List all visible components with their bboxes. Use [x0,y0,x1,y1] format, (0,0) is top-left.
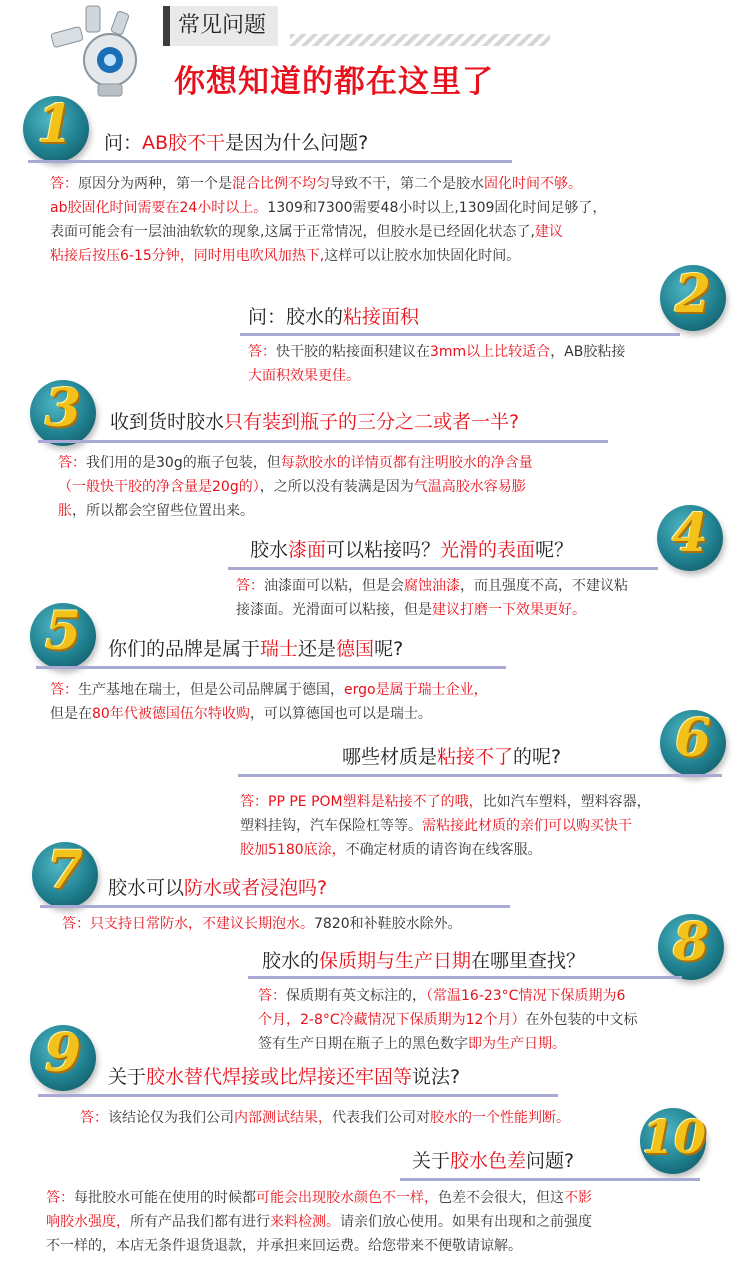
number-badge-9-label: 9 [44,1023,82,1084]
question-underline [228,567,658,570]
page-title: 常见问题 [163,6,278,46]
faq-question-7: 胶水可以防水或者浸泡吗? [108,877,328,899]
faq-question-3: 收到货时胶水只有装到瓶子的三分之二或者一半? [110,411,520,433]
faq-answer-1: 答：原因分为两种，第一个是混合比例不均匀导致不干，第二个是胶水固化时间不够。 ab胶固化时间需要在24小时以上。1309和7300需要48小时以上,1309固化时间足够了， 表面可能会有一层油油软软的现象,这属于正常情况，但胶水是已经固化状态了,建议 粘接后按压6-15分钟，同时用电吹风加热下,这样可以让胶水加快固化时间。 [50,176,607,264]
faq-answer-9: 答：该结论仅为我们公司内部测试结果，代表我们公司对胶水的一个性能判断。 [80,1110,570,1126]
faq-answer-8: 答：保质期有英文标注的，（常温16-23°C情况下保质期为6 个月，2-8°C冷藏情况下保质期为12个月）在外包装的中文标 签有生产日期在瓶子上的黑色数字即为生产日期。 [258,988,638,1052]
number-badge-6-label: 6 [674,708,712,769]
number-badge-2-label: 2 [674,264,712,325]
number-badge-4-label: 4 [671,503,709,564]
question-underline [38,440,608,443]
faq-question-4: 胶水漆面可以粘接吗？光滑的表面呢？ [250,539,574,561]
faq-question-10: 关于胶水色差问题? [412,1150,575,1172]
question-underline [240,333,680,336]
question-underline [28,160,512,163]
faq-question-1: 问：AB胶不干是因为什么问题? [104,132,369,154]
question-underline [40,905,510,908]
faq-question-8: 胶水的保质期与生产日期在哪里查找？ [262,950,586,972]
question-underline [38,1094,558,1097]
number-badge-1-label: 1 [36,94,74,155]
faq-answer-7: 答：只支持日常防水，不建议长期泡水。7820和补鞋胶水除外。 [62,916,462,932]
title-decoration [290,34,550,46]
number-badge-8-label: 8 [672,912,710,973]
number-badge-3-label: 3 [44,378,82,439]
faq-question-6: 哪些材质是粘接不了的呢? [342,746,562,768]
faq-question-9: 关于胶水替代焊接或比焊接还牢固等说法? [108,1066,461,1088]
question-underline [248,976,682,979]
question-underline [400,1178,700,1181]
question-underline [36,666,506,669]
question-underline [238,774,722,777]
faq-answer-10: 答：每批胶水可能在使用的时候都可能会出现胶水颜色不一样，色差不会很大，但这不影 响胶水强度，所有产品我们都有进行来料检测。请亲们放心使用。如果有出现和之前强度 不一样的，本店无条件退货退款，并承担来回运费。给您带来不便敬请谅解。 [46,1190,592,1254]
faq-answer-2: 答：快干胶的粘接面积建议在3mm以上比较适合，AB胶粘接 大面积效果更佳。 [248,344,626,384]
page-subtitle: 你想知道的都在这里了 [174,64,494,100]
product-image [38,2,158,102]
number-badge-10-label: 10 [641,1110,706,1164]
faq-question-5: 你们的品牌是属于瑞士还是德国呢? [108,638,404,660]
number-badge-7-label: 7 [46,840,84,901]
faq-question-2: 问：胶水的粘接面积 [248,306,420,328]
faq-answer-6: 答：PP PE POM塑料是粘接不了的哦，比如汽车塑料，塑料容器， 塑料挂钩，汽车保险杠等等。需粘接此材质的亲们可以购买快干 胶加5180底涂，不确定材质的请咨询在线客服。 [240,794,651,858]
number-badge-5-label: 5 [44,601,82,662]
faq-answer-4: 答：油漆面可以粘，但是会腐蚀油漆，而且强度不高，不建议粘 接漆面。光滑面可以粘接，但是建议打磨一下效果更好。 [236,578,628,618]
faq-answer-3: 答：我们用的是30g的瓶子包装，但每款胶水的详情页都有注明胶水的净含量 （一般快干胶的净含量是20g的），之所以没有装满是因为气温高胶水容易膨 胀，所以都会空留些位置出来。 [58,455,533,519]
faq-answer-5: 答：生产基地在瑞士，但是公司品牌属于德国，ergo是属于瑞士企业， 但是在80年代被德国伍尔特收购，可以算德国也可以是瑞士。 [50,682,488,722]
